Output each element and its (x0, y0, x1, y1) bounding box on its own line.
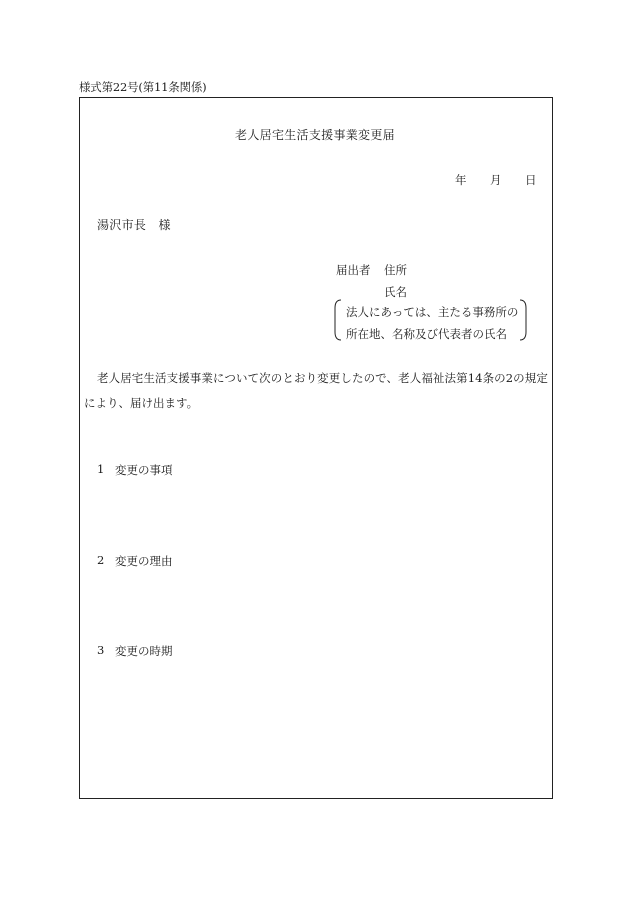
date-month-label: 月 (490, 173, 502, 187)
item-1-number: 1 (97, 462, 105, 476)
corporate-note-line-1: 法人にあっては、主たる事務所の (346, 305, 519, 319)
item-3-label: 変更の時期 (115, 644, 173, 658)
applicant-address-label: 住所 (384, 263, 407, 277)
item-3-number: 3 (97, 643, 105, 657)
date-year-label: 年 (455, 173, 467, 187)
item-2-number: 2 (97, 553, 105, 567)
document-title: 老人居宅生活支援事業変更届 (235, 128, 395, 142)
applicant-label: 届出者 (336, 263, 371, 277)
form-number: 様式第22号(第11条関係) (79, 80, 207, 94)
item-2-label: 変更の理由 (115, 554, 173, 568)
corporate-note-line-2: 所在地、名称及び代表者の氏名 (346, 327, 507, 341)
body-text-line-2: により、届け出ます。 (84, 396, 199, 410)
addressee: 湯沢市長 様 (97, 218, 171, 232)
body-text-line-1: 老人居宅生活支援事業について次のとおり変更したので、老人福祉法第14条の2の規定 (97, 371, 548, 385)
item-1-label: 変更の事項 (115, 463, 173, 477)
applicant-name-label: 氏名 (384, 285, 407, 299)
form-frame (79, 97, 553, 799)
date-day-label: 日 (525, 173, 537, 187)
